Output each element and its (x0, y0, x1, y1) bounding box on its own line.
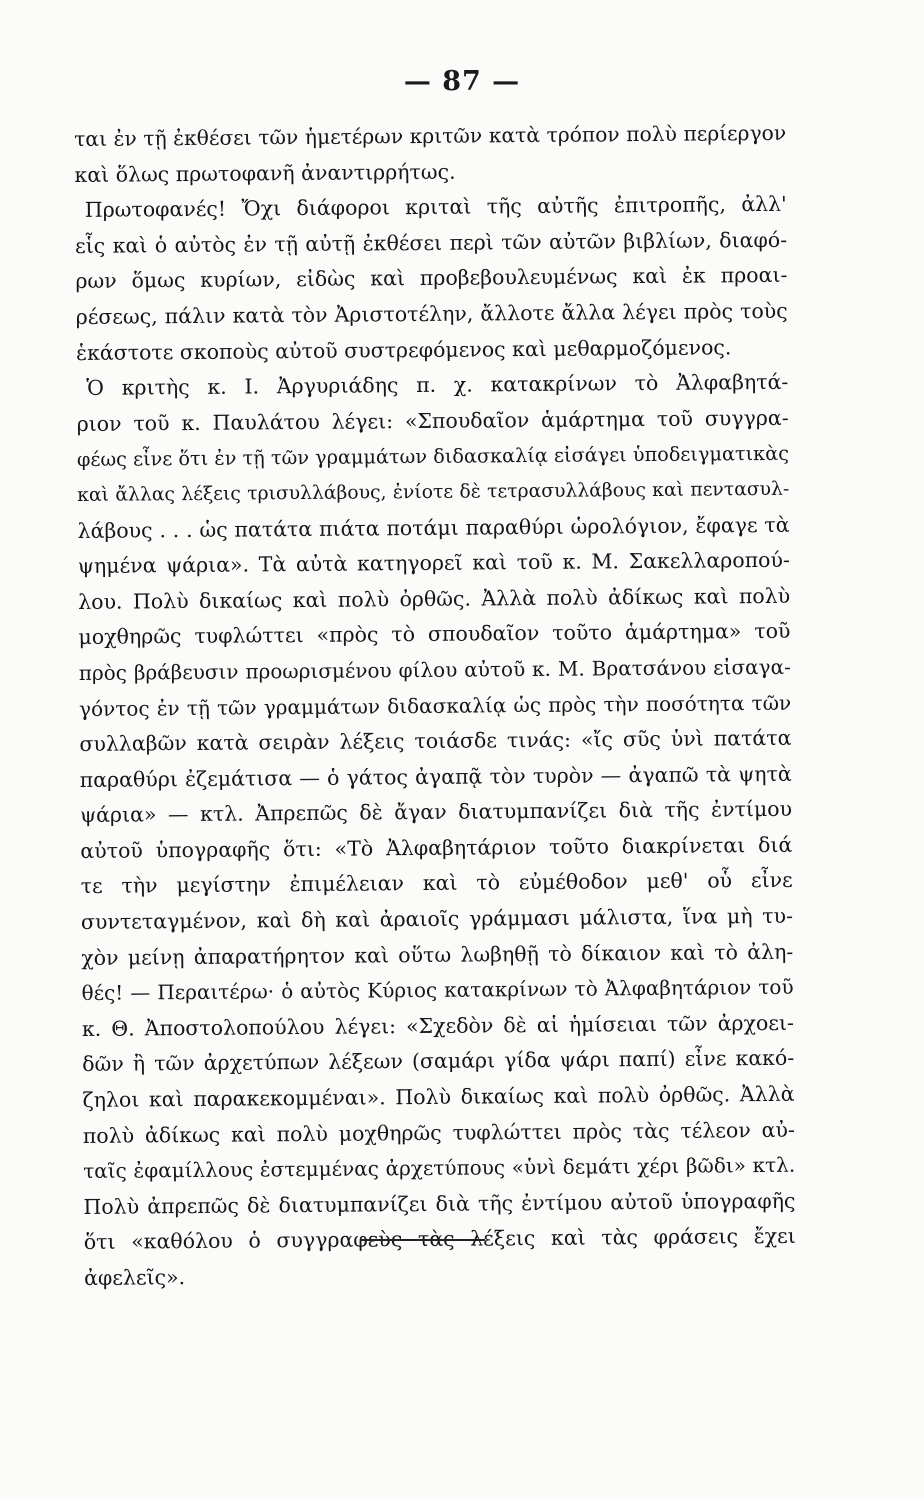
text-line: Πρωτοφανές! Ὄχι διάφοροι κριταὶ τῆς αὐτῆς ἐπιτροπῆς, ἀλλ' (84, 191, 787, 223)
text-line: πρὸς βράβευσιν προωρισμένου φίλου αὐτοῦ κ. Μ. Βρατσάνου εἰσαγα- (78, 654, 791, 685)
text-line: ἀφελεῖς». (83, 1265, 186, 1290)
text-line: ψάρια» — κτλ. Ἀπρεπῶς δὲ ἄγαν διατυμπανίζει διὰ τῆς ἐντίμου (79, 797, 793, 828)
text-line: καὶ ὅλως πρωτοφανῆ ἀναντιρρήτως. (74, 159, 456, 187)
text-line: καὶ ἄλλας λέξεις τρισυλλάβους, ἐνίοτε δὲ τετρασυλλάβους καὶ πεντασυλ- (77, 478, 790, 506)
text-line: συντεταγμένον, καὶ δὴ καὶ ἀραιοῖς γράμμασι μάλιστα, ἵνα μὴ τυ- (80, 903, 794, 935)
text-line: Ὁ κριτὴς κ. Ι. Ἀργυριάδης π. χ. κατακρίνων τὸ Ἀλφαβητά- (86, 369, 789, 401)
text-line: ριον τοῦ κ. Παυλάτου λέγει: «Σπουδαῖον ἁμάρτημα τοῦ συγγρα- (76, 405, 789, 436)
text-line: δῶν ἢ τῶν ἀρχετύπων λέξεων (σαμάρι γίδα ψάρι παπί) εἶνε κακό- (82, 1046, 795, 1077)
text-line: πολὺ ἀδίκως καὶ πολὺ μοχθηρῶς τυφλώττει πρὸς τὰς τέλεον αὐ- (82, 1117, 795, 1148)
text-line: κ. Θ. Ἀποστολοπούλου λέγει: «Σχεδὸν δὲ αἱ ἡμίσειαι τῶν ἀρχοει- (81, 1010, 794, 1041)
text-line: μοχθηρῶς τυφλώττει «πρὸς τὸ σπουδαῖον τοῦτο ἁμάρτημα» τοῦ (78, 619, 791, 650)
text-line: ταῖς ἐφαμίλλους ἐστεμμένας ἀρχετύπους «ὑνὶ δεμάτι χέρι βῶδι» κτλ. (83, 1152, 796, 1184)
text-line: λάβους . . . ὡς πατάτα πιάτα ποτάμι παραθύρι ὡρολόγιον, ἔφαγε τὰ (77, 512, 790, 543)
section-rule (360, 1239, 485, 1241)
text-line: ρέσεως, πάλιν κατὰ τὸν Ἀριστοτέλην, ἄλλοτε ἄλλα λέγει πρὸς τοὺς (75, 298, 788, 329)
body-text (74, 116, 796, 1297)
text-line: ζηλοι καὶ παρακεκομμέναι». Πολὺ δικαίως καὶ πολὺ ὀρθῶς. Ἀλλὰ (82, 1081, 795, 1112)
text-line: εἷς καὶ ὁ αὐτὸς ἐν τῇ αὐτῇ ἐκθέσει περὶ τῶν αὐτῶν βιβλίων, διαφό- (74, 227, 788, 258)
text-line: γόντος ἐν τῇ τῶν γραμμάτων διδασκαλίᾳ ὡς πρὸς τὴν ποσότητα τῶν (79, 690, 792, 721)
text-line: τε τὴν μεγίστην ἐπιμέλειαν καὶ τὸ εὐμέθοδον μεθ' οὗ εἶνε (80, 868, 793, 899)
text-line: ἑκάστοτε σκοποὺς αὐτοῦ συστρεφόμενος καὶ μεθαρμοζόμενος. (75, 334, 732, 365)
text-line: ται ἐν τῇ ἐκθέσει τῶν ἡμετέρων κριτῶν κατὰ τρόπον πολὺ περίεργον (74, 120, 787, 151)
text-line: αὐτοῦ ὑπογραφῆς ὅτι: «Τὸ Ἀλφαβητάριον τοῦτο διακρίνεται διά (80, 832, 793, 863)
text-line: θές! — Περαιτέρω· ὁ αὐτὸς Κύριος κατακρίνων τὸ Ἀλφαβητάριον τοῦ (81, 975, 794, 1006)
text-line: συλλαβῶν κατὰ σειρὰν λέξεις τοιάσδε τινάς: «ἴς σῦς ὑνὶ πατάτα (79, 725, 792, 757)
text-line: ψημένα ψάρια». Τὰ αὐτὰ κατηγορεῖ καὶ τοῦ κ. Μ. Σακελλαροπού- (77, 547, 790, 579)
text-line: ὅτι «καθόλου ὁ συγγραφεὺς τὰς λέξεις καὶ τὰς φράσεις ἔχει (83, 1224, 796, 1255)
page-number: — 87 — (403, 66, 521, 97)
text-line: παραθύρι ἐζεμάτισα — ὁ γάτος ἀγαπᾷ τὸν τυρὸν — ἀγαπῶ τὰ ψητὰ (79, 761, 792, 792)
text-line: Πολὺ ἀπρεπῶς δὲ διατυμπανίζει διὰ τῆς ἐντίμου αὐτοῦ ὑπογραφῆς (83, 1188, 796, 1219)
text-line: ρων ὅμως κυρίων, εἰδὼς καὶ προβεβουλευμένως καὶ ἐκ προαι- (75, 263, 788, 294)
text-line: χὸν μείνῃ ἀπαρατήρητον καὶ οὕτω λωβηθῇ τὸ δίκαιον καὶ τὸ ἀλη- (81, 939, 794, 970)
text-line: φέως εἶνε ὅτι ἐν τῇ τῶν γραμμάτων διδασκαλίᾳ εἰσάγει ὑποδειγματικὰς (76, 442, 790, 472)
text-line: λου. Πολὺ δικαίως καὶ πολὺ ὀρθῶς. Ἀλλὰ πολὺ ἀδίκως καὶ πολὺ (78, 583, 791, 614)
